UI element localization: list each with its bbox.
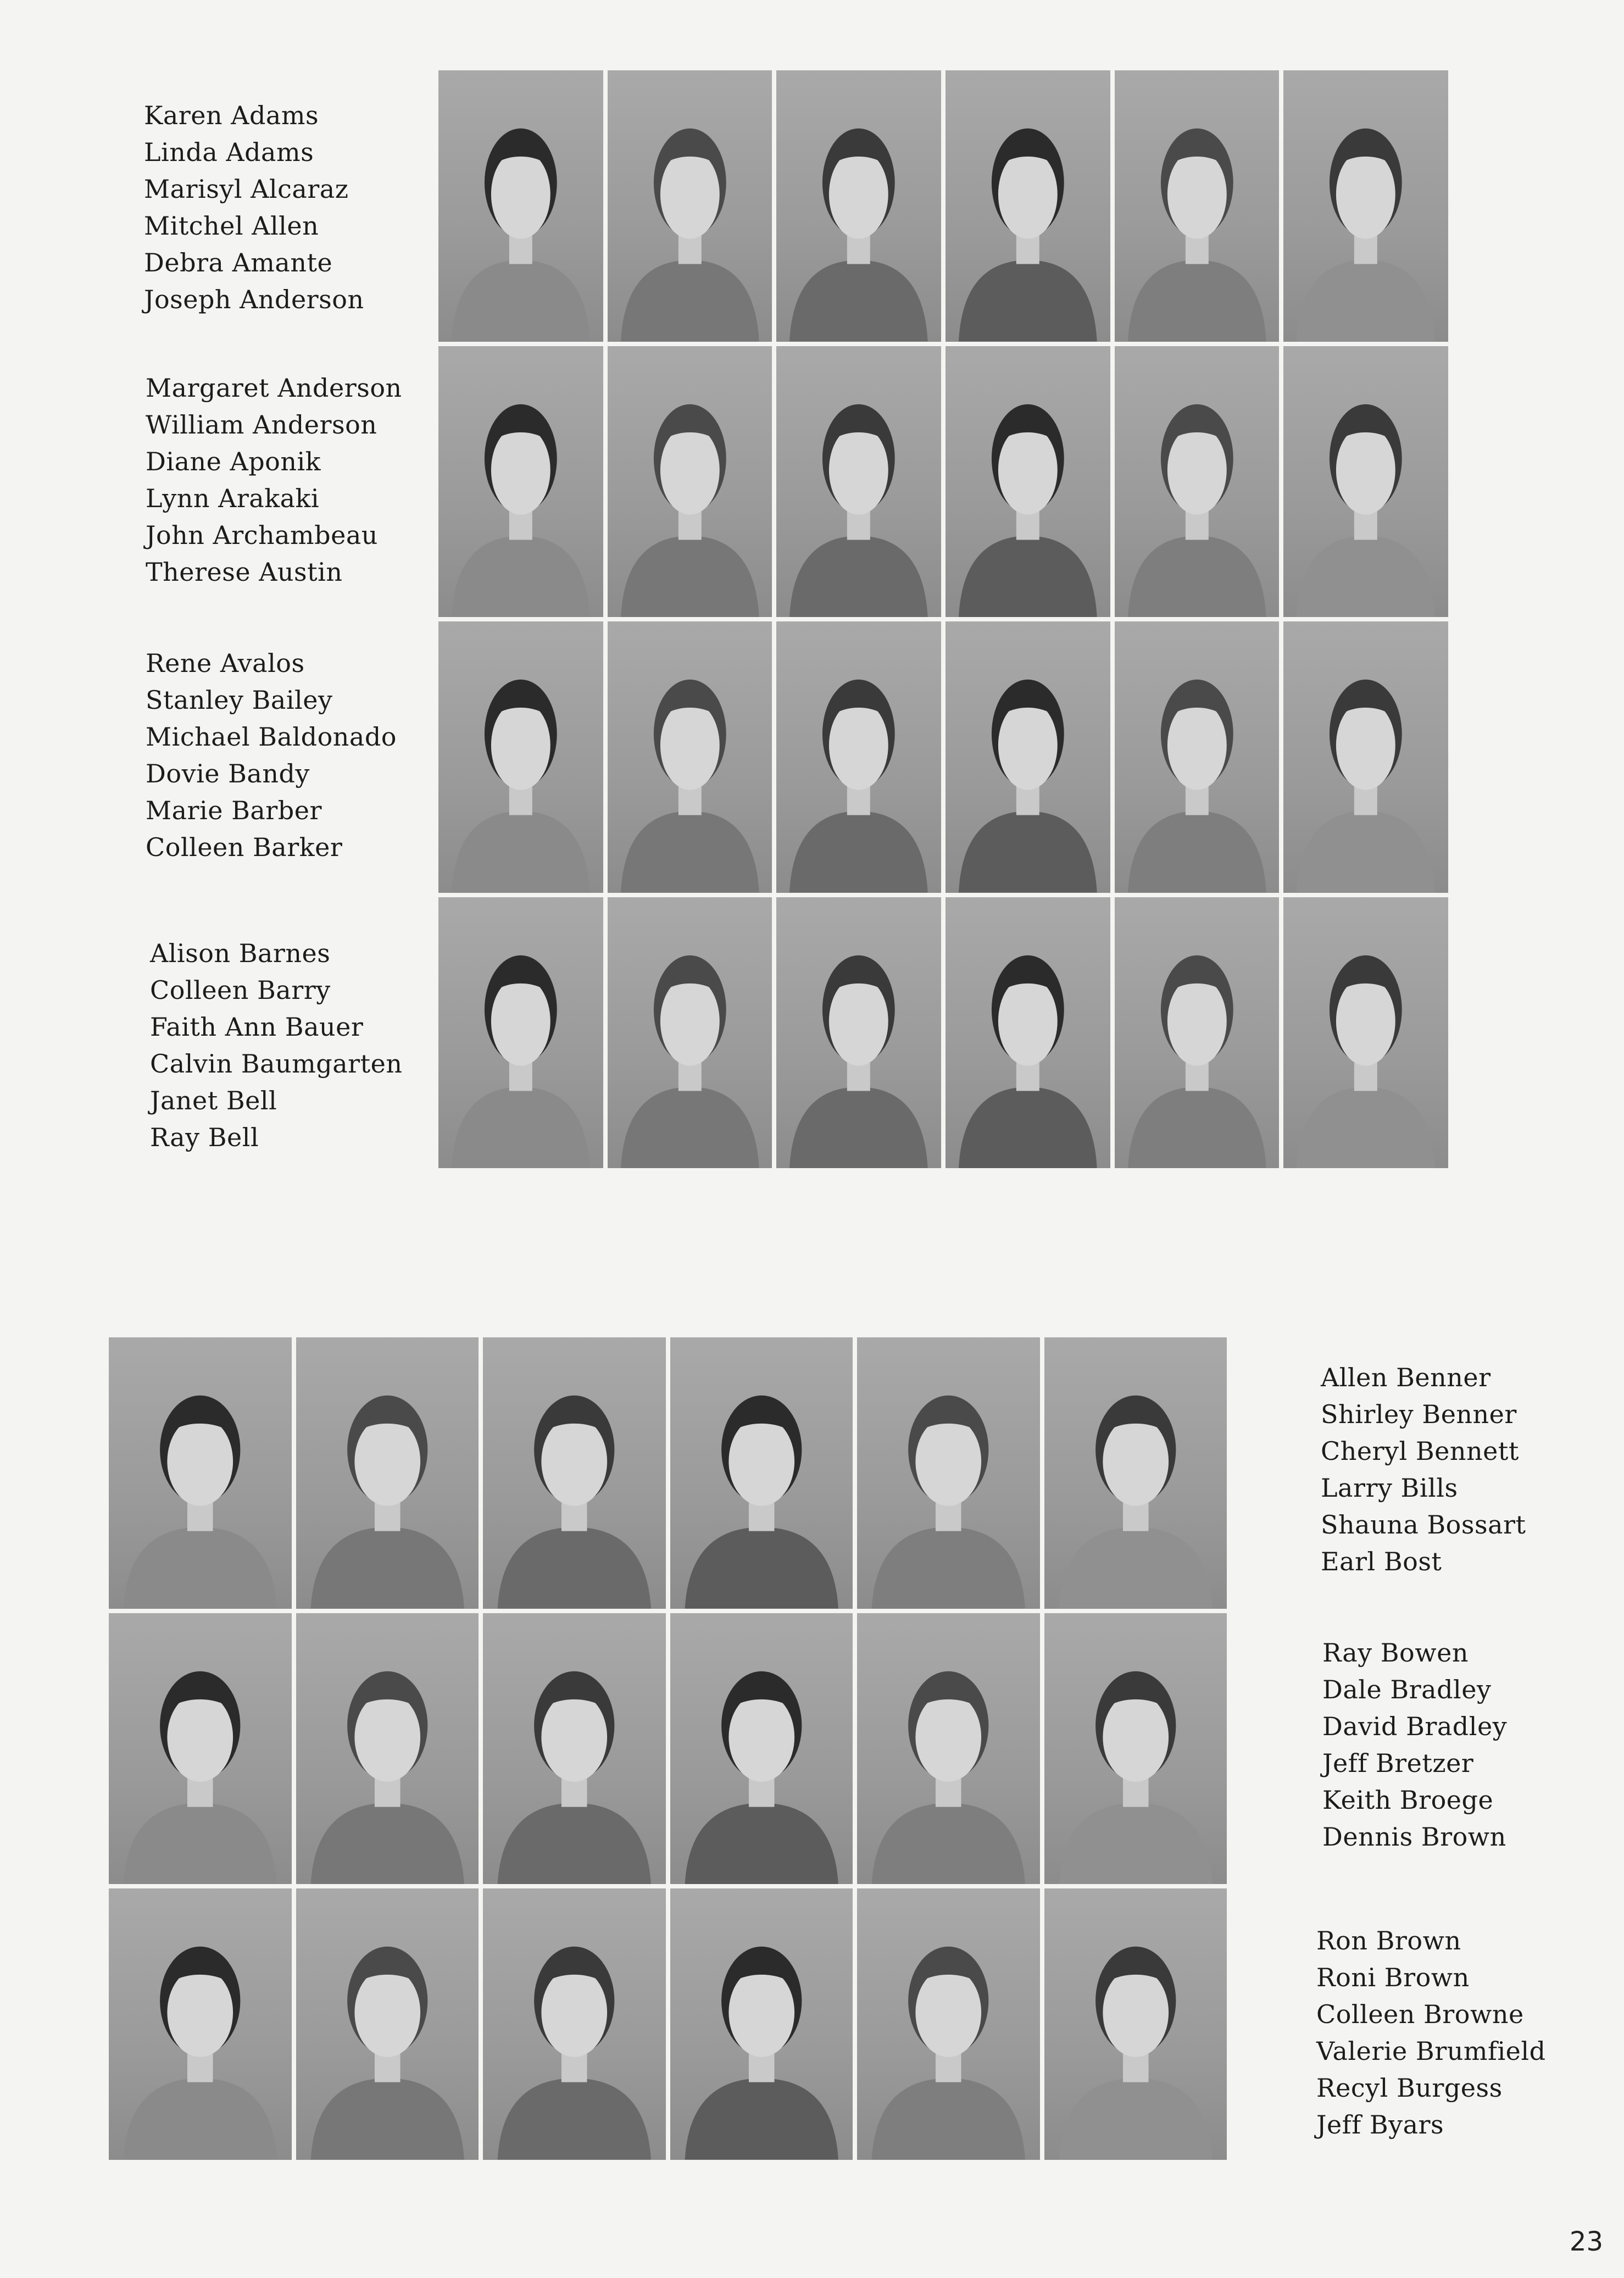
student-name: Calvin Baumgarten (150, 1049, 403, 1079)
student-portrait (857, 1613, 1040, 1885)
student-portrait (776, 897, 941, 1169)
student-portrait (438, 621, 603, 893)
student-name: Diane Aponik (146, 447, 321, 476)
student-portrait (776, 621, 941, 893)
student-portrait (946, 70, 1110, 342)
student-portrait (483, 1337, 666, 1609)
student-name: Larry Bills (1321, 1473, 1458, 1503)
student-name: Jeff Bretzer (1322, 1748, 1474, 1778)
student-name: David Bradley (1322, 1712, 1508, 1741)
student-portrait (1044, 1337, 1227, 1609)
student-name: Lynn Arakaki (146, 484, 320, 513)
student-portrait (109, 1337, 292, 1609)
student-portrait (296, 1888, 479, 2160)
student-portrait (608, 346, 772, 618)
student-portrait (608, 897, 772, 1169)
student-name: Janet Bell (150, 1086, 277, 1115)
student-name: Michael Baldonado (146, 722, 397, 752)
student-name: Marisyl Alcaraz (144, 174, 349, 204)
student-name: Colleen Barry (150, 975, 331, 1005)
student-portrait (946, 897, 1110, 1169)
student-name: Dale Bradley (1322, 1675, 1492, 1704)
student-name: Ron Brown (1316, 1926, 1461, 1955)
student-portrait (857, 1888, 1040, 2160)
student-portrait (109, 1888, 292, 2160)
student-name: Ray Bowen (1322, 1638, 1469, 1668)
student-name: Mitchel Allen (144, 211, 319, 241)
student-portrait (1283, 346, 1448, 618)
student-portrait (776, 70, 941, 342)
student-portrait (608, 621, 772, 893)
student-name: Rene Avalos (146, 648, 305, 678)
student-name: Keith Broege (1322, 1785, 1494, 1815)
student-portrait (1283, 897, 1448, 1169)
student-portrait (483, 1613, 666, 1885)
student-portrait (1115, 70, 1280, 342)
student-portrait (857, 1337, 1040, 1609)
student-portrait (438, 897, 603, 1169)
student-portrait (1115, 346, 1280, 618)
student-name: Colleen Browne (1316, 1999, 1524, 2029)
student-name: Alison Barnes (150, 938, 331, 968)
student-name: Recyl Burgess (1316, 2073, 1503, 2103)
student-name: John Archambeau (146, 520, 378, 550)
student-name: Shirley Benner (1321, 1399, 1517, 1429)
student-name: Linda Adams (144, 137, 314, 167)
student-name: Karen Adams (144, 101, 319, 130)
student-portrait (1115, 897, 1280, 1169)
student-portrait (1044, 1888, 1227, 2160)
student-name: Shauna Bossart (1321, 1510, 1526, 1540)
name-list-row-4 (150, 935, 402, 1156)
student-name: Dennis Brown (1322, 1822, 1506, 1852)
student-name: Joseph Anderson (144, 285, 364, 314)
student-name: Jeff Byars (1316, 2110, 1444, 2140)
name-list-row-7 (1316, 1923, 1546, 2143)
student-name: Dovie Bandy (146, 759, 310, 788)
student-name: Marie Barber (146, 796, 322, 825)
portrait-grid-top (438, 70, 1448, 1168)
student-name: Therese Austin (146, 557, 343, 587)
student-name: Faith Ann Bauer (150, 1012, 364, 1042)
name-list-row-1 (144, 97, 364, 318)
student-portrait (1283, 621, 1448, 893)
name-list-row-6 (1322, 1635, 1507, 1855)
student-portrait (438, 346, 603, 618)
student-name: William Anderson (146, 410, 377, 440)
student-name: Stanley Bailey (146, 685, 333, 715)
student-portrait (670, 1888, 853, 2160)
student-name: Colleen Barker (146, 832, 343, 862)
student-portrait (1115, 621, 1280, 893)
student-portrait (296, 1613, 479, 1885)
student-portrait (1044, 1613, 1227, 1885)
student-name: Ray Bell (150, 1123, 259, 1152)
page-number: 23 (1569, 2226, 1603, 2257)
student-name: Roni Brown (1316, 1963, 1470, 1992)
name-list-row-2 (146, 370, 402, 591)
student-name: Margaret Anderson (146, 373, 402, 403)
student-name: Cheryl Bennett (1321, 1436, 1519, 1466)
student-name: Debra Amante (144, 248, 333, 277)
student-portrait (776, 346, 941, 618)
student-portrait (946, 621, 1110, 893)
name-list-row-5 (1321, 1359, 1526, 1580)
student-portrait (1283, 70, 1448, 342)
student-portrait (438, 70, 603, 342)
student-portrait (296, 1337, 479, 1609)
student-name: Allen Benner (1321, 1363, 1491, 1392)
student-portrait (109, 1613, 292, 1885)
student-name: Valerie Brumfield (1316, 2036, 1546, 2066)
student-name: Earl Bost (1321, 1547, 1442, 1576)
portrait-grid-bottom (109, 1337, 1227, 2160)
student-portrait (670, 1613, 853, 1885)
student-portrait (483, 1888, 666, 2160)
student-portrait (670, 1337, 853, 1609)
student-portrait (608, 70, 772, 342)
name-list-row-3 (146, 645, 397, 866)
student-portrait (946, 346, 1110, 618)
